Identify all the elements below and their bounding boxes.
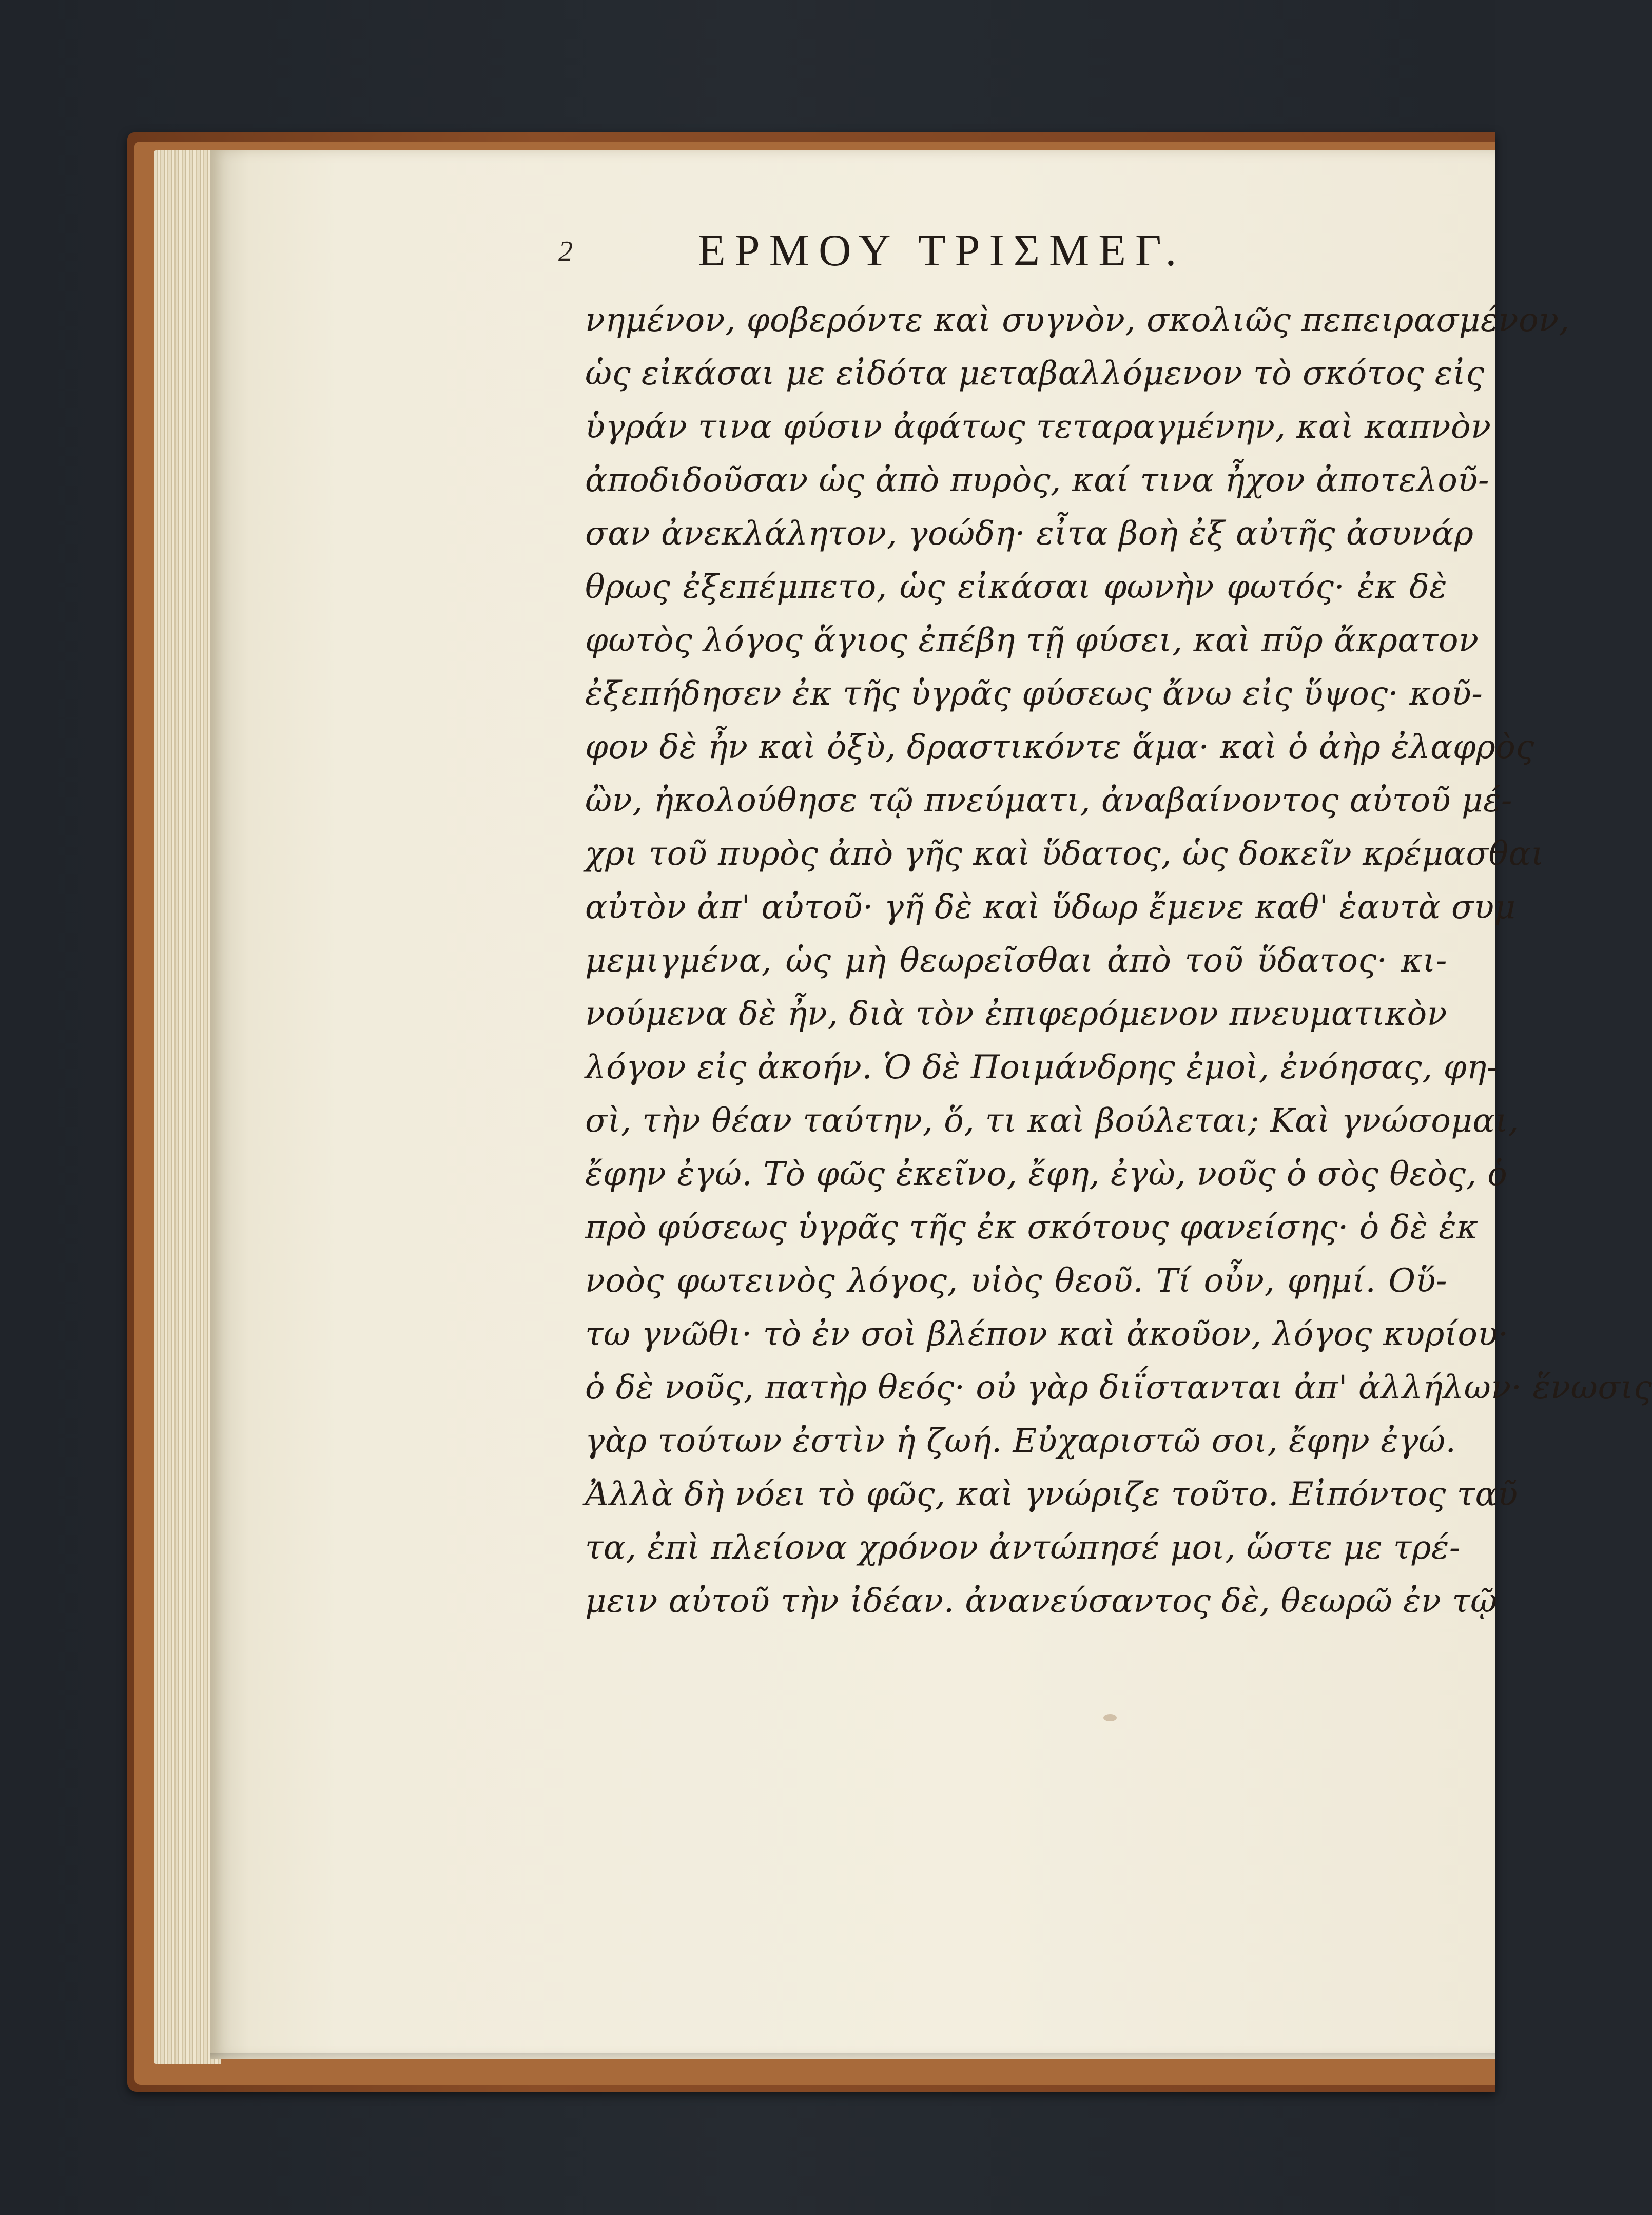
text-line: ὁ δὲ νοῦς, πατὴρ θεός· οὐ γὰρ διΐστανται ἀπ' ἀλλήλων· ἕνωσις: [585, 1369, 1652, 1407]
body-text: [585, 294, 1652, 1628]
text-line: ἐξεπήδησεν ἐκ τῆς ὑγρᾶς φύσεως ἄνω εἰς ὕψος· κοῦ-: [585, 675, 1483, 713]
text-line: ὢν, ἠκολούθησε τῷ πνεύματι, ἀναβαίνοντος αὐτοῦ μέ-: [585, 782, 1513, 820]
text-line: σαν ἀνεκλάλητον, γοώδη· εἶτα βοὴ ἐξ αὐτῆς ἀσυνάρ: [585, 515, 1474, 553]
text-line: φωτὸς λόγος ἅγιος ἐπέβη τῇ φύσει, καὶ πῦρ ἄκρατον: [585, 621, 1479, 659]
text-line: γὰρ τούτων ἐστὶν ἡ ζωή. Εὐχαριστῶ σοι, ἔφην ἐγώ.: [585, 1422, 1456, 1460]
text-line: αὐτὸν ἀπ' αὐτοῦ· γῆ δὲ καὶ ὕδωρ ἔμενε καθ' ἑαυτὰ συμ: [585, 888, 1516, 926]
text-line: μεμιγμένα, ὡς μὴ θεωρεῖσθαι ἀπὸ τοῦ ὕδατος· κι-: [585, 942, 1447, 980]
text-line: λόγον εἰς ἀκοήν. Ὁ δὲ Ποιμάνδρης ἐμοὶ, ἐνόησας, φη-: [585, 1048, 1498, 1086]
page-bottom-shadow: [210, 2053, 1495, 2060]
text-line: πρὸ φύσεως ὑγρᾶς τῆς ἐκ σκότους φανείσης· ὁ δὲ ἐκ: [585, 1209, 1479, 1247]
text-line: μειν αὐτοῦ τὴν ἰδέαν. ἀνανεύσαντος δὲ, θεωρῶ ἐν τῷ: [585, 1582, 1498, 1620]
text-line: νοὸς φωτεινὸς λόγος, υἱὸς θεοῦ. Τί οὖν, φημί. Οὕ-: [585, 1262, 1447, 1300]
text-line: ὡς εἰκάσαι με εἰδότα μεταβαλλόμενον τὸ σκότος εἰς: [585, 355, 1485, 393]
text-line: τα, ἐπὶ πλείονα χρόνον ἀντώπησέ μοι, ὥστε με τρέ-: [585, 1529, 1461, 1567]
text-line: νημένον, φοβερόντε καὶ συγνὸν, σκολιῶς πεπειρασμένον,: [585, 301, 1570, 339]
text-line: χρι τοῦ πυρὸς ἀπὸ γῆς καὶ ὕδατος, ὡς δοκεῖν κρέμασθαι: [585, 835, 1544, 873]
text-line: θρως ἐξεπέμπετο, ὡς εἰκάσαι φωνὴν φωτός· ἐκ δὲ: [585, 568, 1447, 606]
paper-stain: [1103, 1714, 1117, 1721]
text-line: Ἀλλὰ δὴ νόει τὸ φῶς, καὶ γνώριζε τοῦτο. Εἰπόντος ταῦ: [585, 1475, 1518, 1513]
text-line: ἀποδιδοῦσαν ὡς ἀπὸ πυρὸς, καί τινα ἦχον ἀποτελοῦ-: [585, 461, 1489, 499]
running-head: ΕΡΜΟΥ ΤΡΙΣΜΕΓ.: [698, 226, 1186, 276]
text-line: ἔφην ἐγώ. Τὸ φῶς ἐκεῖνο, ἔφη, ἐγὼ, νοῦς ὁ σὸς θεὸς, ὁ: [585, 1155, 1508, 1193]
text-line: τω γνῶθι· τὸ ἐν σοὶ βλέπον καὶ ἀκοῦον, λόγος κυρίου·: [585, 1315, 1509, 1353]
text-line: ὑγράν τινα φύσιν ἀφάτως τεταραγμένην, καὶ καπνὸν: [585, 408, 1491, 446]
text-line: φον δὲ ἦν καὶ ὀξὺ, δραστικόντε ἅμα· καὶ ὁ ἀὴρ ἐλαφρὸς: [585, 728, 1534, 766]
text-line: σὶ, τὴν θέαν ταύτην, ὅ, τι καὶ βούλεται; Καὶ γνώσομαι,: [585, 1102, 1519, 1140]
page-number: 2: [558, 236, 573, 267]
text-line: νούμενα δὲ ἦν, διὰ τὸν ἐπιφερόμενον πνευματικὸν: [585, 995, 1447, 1033]
